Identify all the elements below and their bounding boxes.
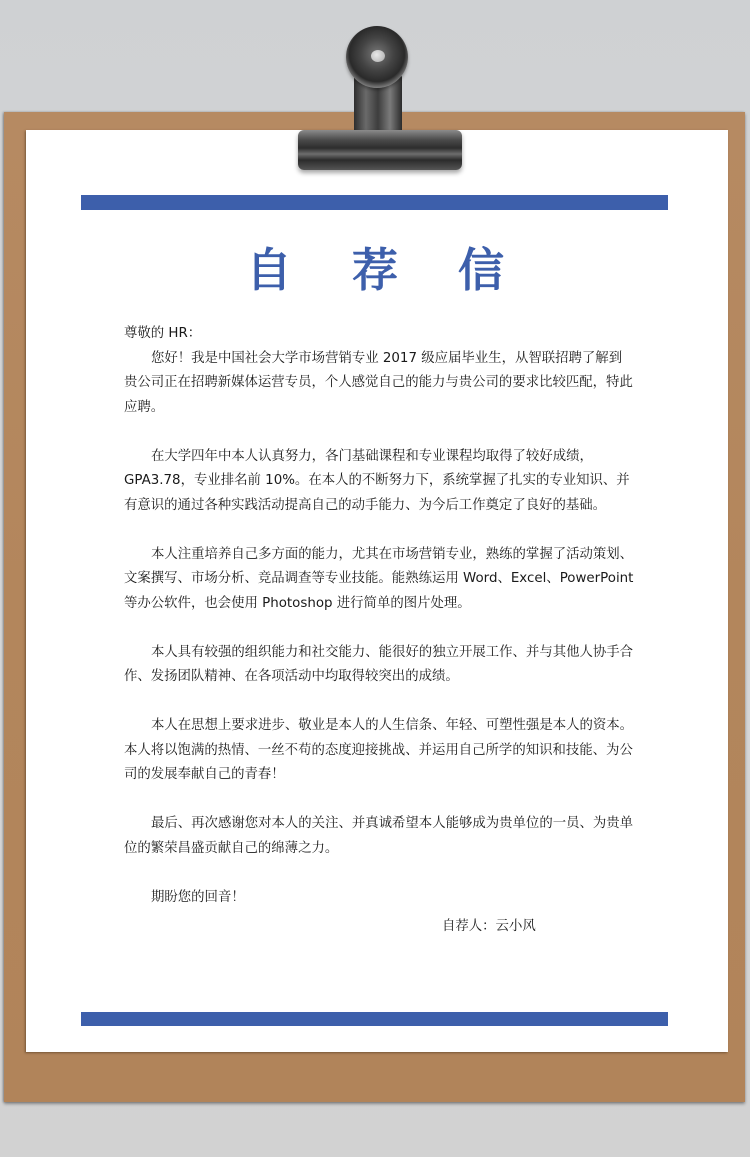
binder-clip-icon <box>296 24 464 170</box>
paragraph-academics: 在大学四年中本人认真努力，各门基础课程和专业课程均取得了较好成绩，GPA3.78，专业排名前 10%。在本人的不断努力下，系统掌握了扎实的专业知识、并有意识的通过各种实践活动提高自己的动手能力、为今后工作奠定了良好的基础。 <box>124 448 630 513</box>
clip-hole <box>371 50 385 62</box>
paragraph-attitude: 本人在思想上要求进步、敬业是本人的人生信条、年轻、可塑性强是本人的资本。本人将以饱满的热情、一丝不苟的态度迎接挑战、并运用自己所学的知识和技能、为公司的发展奉献自己的青春！ <box>124 718 634 782</box>
paragraph-intro: 您好！我是中国社会大学市场营销专业 2017 级应届毕业生，从智联招聘了解到贵公司正在招聘新媒体运营专员，个人感觉自己的能力与贵公司的要求比较匹配，特此应聘。 <box>124 350 633 415</box>
salutation: 尊敬的 HR： <box>124 326 202 341</box>
closing-line: 期盼您的回音！ <box>151 889 245 905</box>
letter-body <box>124 322 634 910</box>
paragraph-teamwork: 本人具有较强的组织能力和社交能力、能很好的独立开展工作、并与其他人协手合作、发扬团队精神、在各项活动中均取得较突出的成绩。 <box>124 644 634 684</box>
signature: 自荐人：云小风 <box>442 919 536 934</box>
paragraph-skills: 本人注重培养自己多方面的能力，尤其在市场营销专业，熟练的掌握了活动策划、文案撰写、市场分析、竞品调查等专业技能。能熟练运用 Word、Excel、PowerPoint 等办公软件，也会使用 Photoshop 进行简单的图片处理。 <box>124 546 634 611</box>
page-title: 自 荐 信 <box>245 243 527 297</box>
paragraph-thanks: 最后、再次感谢您对本人的关注、并真诚希望本人能够成为贵单位的一员、为贵单位的繁荣昌盛贡献自己的绵薄之力。 <box>124 816 634 856</box>
clip-base <box>298 130 462 170</box>
top-accent-bar <box>81 195 668 210</box>
bottom-accent-bar <box>81 1012 668 1026</box>
